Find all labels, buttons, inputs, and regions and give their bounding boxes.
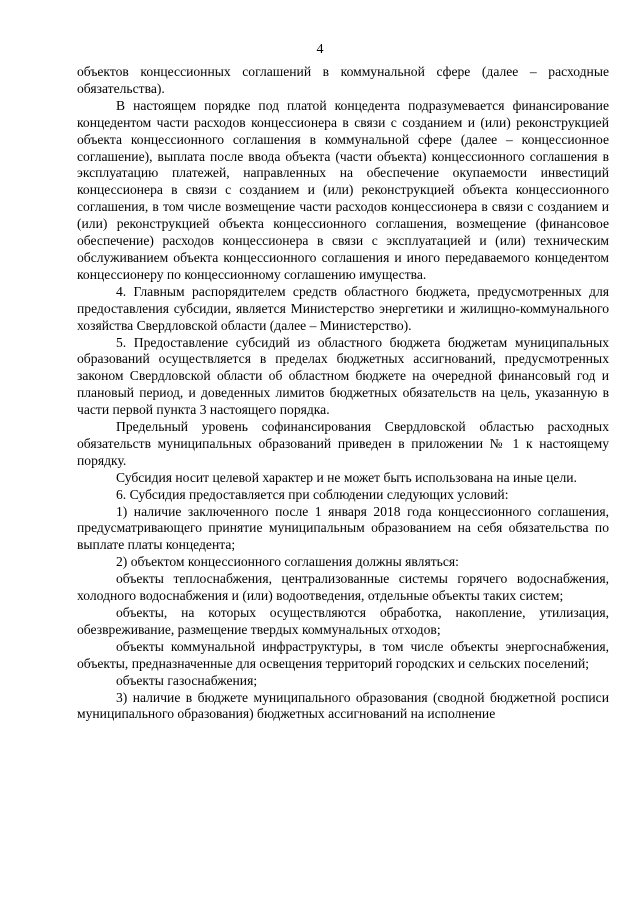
- paragraph: Субсидия носит целевой характер и не может быть использована на иные цели.: [116, 469, 577, 485]
- paragraph: объекты теплоснабжения, централизованные системы горячего водоснабжения, холодного водоснабжения и (или) водоотведения, отдельные объекты таких систем;: [77, 571, 609, 604]
- paragraph: 1) наличие заключенного после 1 января 2018 года концессионного соглашения, предусматривающего принятие муниципальным образованием на себя обязательства по выплате платы концедента;: [77, 503, 609, 553]
- paragraph: 4. Главным распорядителем средств областного бюджета, предусмотренных для предоставления субсидии, является Министерство энергетики и жилищно-коммунального хозяйства Свердловской области (далее – Министерство).: [77, 283, 609, 333]
- paragraph: 2) объектом концессионного соглашения должны являться:: [116, 554, 459, 570]
- page-number: 4: [316, 42, 324, 57]
- paragraph: 3) наличие в бюджете муниципального образования (сводной бюджетной росписи муниципального образования) бюджетных ассигнований на исполнение: [77, 689, 609, 722]
- paragraph: Предельный уровень софинансирования Свердловской областью расходных обязательств муниципальных образований приведен в приложении № 1 к настоящему порядку.: [77, 419, 609, 468]
- paragraph: объекты, на которых осуществляются обработка, накопление, утилизация, обезвреживание, размещение твердых коммунальных отходов;: [77, 605, 609, 637]
- paragraph: объекты коммунальной инфраструктуры, в том числе объекты энергоснабжения, объекты, предназначенные для освещения территорий городских и сельских поселений;: [77, 638, 609, 671]
- paragraph: 6. Субсидия предоставляется при соблюдении следующих условий:: [116, 486, 509, 502]
- paragraph: объекты газоснабжения;: [116, 672, 258, 688]
- paragraph: В настоящем порядке под платой концедента подразумевается финансирование концедентом части расходов концессионера в связи с созданием и (или) реконструкцией объекта концессионного соглашения в коммунальной сфере (далее – концессионное соглашение), выплата после ввода объекта (части объекта) концессионного соглашения в эксплуатацию платежей, направленных на обеспечение окупаемости инвестиций концессионера в связи с созданием и (или) реконструкцией объекта концессионного соглашения, в том числе возмещение части расходов концессионера в связи с созданием и (или) реконструкцией объекта концессионного соглашения, возмещение (финансовое обеспечение) расходов концессионера в связи с эксплуатацией и (или) техническим обслуживанием объекта концессионного соглашения и иного передаваемого концедентом концессионеру по концессионному соглашению имущества.: [77, 97, 609, 282]
- paragraph: 5. Предоставление субсидий из областного бюджета бюджетам муниципальных образований осуществляется в пределах бюджетных ассигнований, предусмотренных законом Свердловской области об областном бюджете на очередной финансовый год и плановый период, и доведенных лимитов бюджетных обязательств на цель, указанную в части первой пункта 3 настоящего порядка.: [77, 334, 609, 418]
- document-body: [77, 64, 609, 723]
- paragraph: объектов концессионных соглашений в коммунальной сфере (далее – расходные обязательства).: [77, 64, 609, 96]
